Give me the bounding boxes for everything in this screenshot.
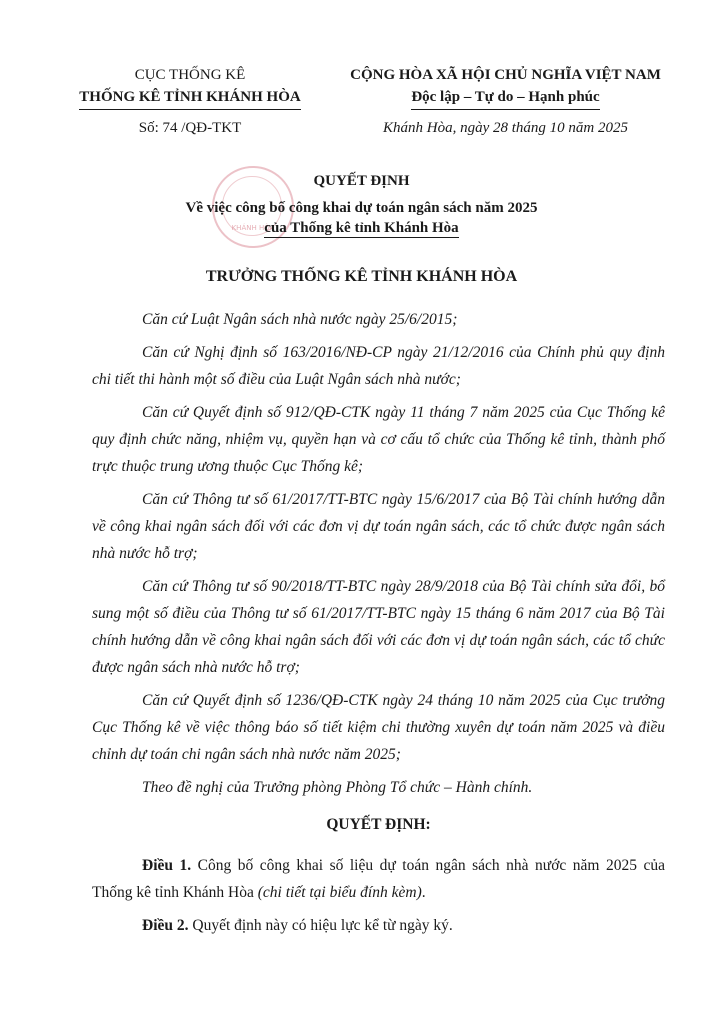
document-body	[92, 306, 665, 945]
article-1-label: Điều 1.	[142, 857, 192, 874]
article-2-text: Quyết định này có hiệu lực kể từ ngày ký.	[188, 917, 453, 934]
national-motto: Độc lập – Tự do – Hạnh phúc	[411, 86, 599, 110]
article-2-label: Điều 2.	[142, 917, 189, 934]
country-name: CỘNG HÒA XÃ HỘI CHỦ NGHĨA VIỆT NAM	[350, 67, 661, 83]
legal-basis: Căn cứ Nghị định số 163/2016/NĐ-CP ngày 21/12/2016 của Chính phủ quy định chi tiết thi hành một số điều của Luật Ngân sách nhà nước;	[92, 344, 665, 388]
article-1-end: .	[421, 884, 426, 901]
document-number: Số: 74 /QĐ-TKT	[138, 120, 242, 136]
document-subject-line-1: Về việc công bố công khai dự toán ngân sách năm 2025	[185, 200, 538, 216]
article-1-text: Công bố công khai số liệu dự toán ngân sách nhà nước năm 2025 của Thống kê tỉnh Khánh Hòa	[92, 857, 665, 901]
issuing-authority: TRƯỞNG THỐNG KÊ TỈNH KHÁNH HÒA	[205, 268, 518, 285]
document-subject-line-2: của Thống kê tỉnh Khánh Hòa	[264, 220, 459, 236]
agency-name: THỐNG KÊ TỈNH KHÁNH HÒA	[79, 86, 300, 110]
document-type: QUYẾT ĐỊNH	[313, 173, 410, 189]
article-2	[92, 912, 665, 939]
article-1-note: (chi tiết tại biểu đính kèm)	[257, 884, 422, 901]
legal-basis: Căn cứ Quyết định số 912/QĐ-CTK ngày 11 tháng 7 năm 2025 của Cục Thống kê quy định chức năng, nhiệm vụ, quyền hạn và cơ cấu tổ chức của Thống kê tỉnh, thành phố trực thuộc trung ương thuộc Cục Thống kê;	[92, 404, 665, 475]
decision-heading: QUYẾT ĐỊNH:	[326, 816, 431, 833]
place-and-date: Khánh Hòa, ngày 28 tháng 10 năm 2025	[383, 120, 628, 136]
legal-basis: Căn cứ Thông tư số 61/2017/TT-BTC ngày 15/6/2017 của Bộ Tài chính hướng dẫn về công khai ngân sách đối với các đơn vị dự toán ngân sách, các tổ chức được ngân sách nhà nước hỗ trợ;	[92, 491, 665, 562]
issuing-agency-block	[56, 64, 324, 110]
legal-basis: Căn cứ Quyết định số 1236/QĐ-CTK ngày 24 tháng 10 năm 2025 của Cục trưởng Cục Thống kê về việc thông báo số tiết kiệm chi thường xuyên dự toán năm 2025 và điều chỉnh dự toán chi ngân sách nhà nước năm 2025;	[92, 692, 665, 763]
article-1	[92, 852, 665, 906]
parent-agency: CỤC THỐNG KÊ	[134, 67, 246, 83]
red-seal-text: KHÁNH HÒA	[231, 224, 275, 232]
legal-basis: Căn cứ Thông tư số 90/2018/TT-BTC ngày 28/9/2018 của Bộ Tài chính sửa đổi, bổ sung một số điều của Thông tư số 61/2017/TT-BTC ngày 15 tháng 6 năm 2017 của Bộ Tài chính hướng dẫn về công khai ngân sách đối với các đơn vị dự toán ngân sách, các tổ chức được ngân sách nhà nước hỗ trợ;	[92, 578, 665, 676]
proposal-basis: Theo đề nghị của Trưởng phòng Phòng Tổ chức – Hành chính.	[142, 779, 533, 796]
national-title-block	[318, 64, 693, 110]
legal-basis: Căn cứ Luật Ngân sách nhà nước ngày 25/6/2015;	[142, 311, 458, 328]
